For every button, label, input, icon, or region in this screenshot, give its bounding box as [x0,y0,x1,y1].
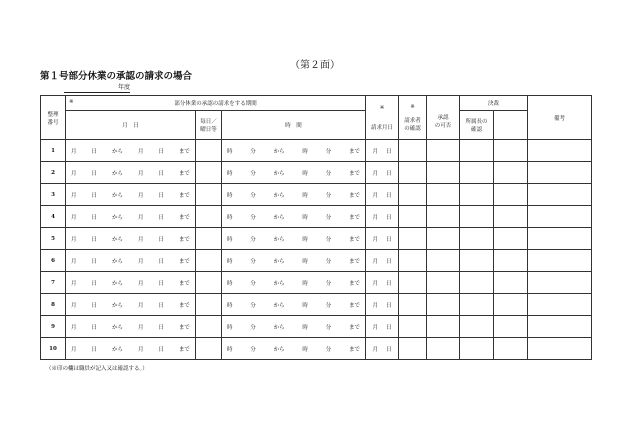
youbi-cell[interactable] [196,228,222,250]
time-part: から [273,192,285,199]
seikyu-kakunin-cell[interactable] [399,162,427,184]
date-part: 月 [137,302,144,309]
date-part: まで [178,324,190,331]
date-part: 日 [158,324,164,331]
time-part: まで [348,148,360,155]
time-part: 時 [227,258,233,265]
row-number: 3 [41,184,66,206]
time-part: まで [348,324,360,331]
time-part: 分 [325,280,332,287]
date-part: 日 [91,280,97,287]
header-shozoku: 所属長の 確認 [460,111,494,140]
time-part: 時 [227,192,233,199]
date-part: から [111,302,123,309]
header-time: 時 間 [222,111,366,140]
request-date-cell[interactable] [366,228,399,250]
time-part: まで [348,302,360,309]
date-part: 日 [91,324,97,331]
shozoku-cell[interactable] [460,140,494,162]
request-date-cell[interactable] [366,338,399,360]
page-number: （第２面） [290,60,340,71]
date-part: 月 [71,302,77,309]
request-date-cell[interactable] [366,250,399,272]
date-range-cell[interactable] [66,162,196,184]
req-part: 日 [386,258,392,265]
req-part: 日 [386,214,392,221]
seikyu-kakunin-cell[interactable] [399,140,427,162]
seikyu-kakunin-cell[interactable] [399,206,427,228]
biko-cell[interactable] [528,250,592,272]
date-part: まで [178,148,190,155]
time-part: 時 [227,148,233,155]
seikyu-kakunin-cell[interactable] [399,294,427,316]
shozoku-cell[interactable] [460,250,494,272]
date-part: まで [178,280,190,287]
time-part: から [273,346,285,353]
row-number: 5 [41,228,66,250]
request-date-cell[interactable] [366,316,399,338]
date-part: 日 [91,192,97,199]
time-part: 時 [227,346,233,353]
kessai-blank-cell[interactable] [494,162,528,184]
req-part: 月 [372,324,379,331]
date-part: 月 [137,170,144,177]
time-part: 時 [302,346,308,353]
time-part: 分 [250,236,256,243]
header-kessai: 決裁 [460,96,528,111]
time-part: 分 [250,346,256,353]
time-range-cell[interactable] [222,228,366,250]
time-part: 時 [302,324,308,331]
shozoku-cell[interactable] [460,316,494,338]
date-part: 月 [71,324,77,331]
req-part: 日 [386,236,392,243]
youbi-cell[interactable] [196,316,222,338]
kome-mark: ※ [379,104,385,111]
req-part: 月 [372,214,379,221]
request-date-cell[interactable] [366,206,399,228]
date-part: 日 [158,170,164,177]
row-number: 7 [41,272,66,294]
date-part: から [111,324,123,331]
header-monthday: 月 日 [66,111,196,140]
shonin-cell[interactable] [427,250,460,272]
request-table [40,95,592,360]
date-part: 日 [91,214,97,221]
time-part: まで [348,214,360,221]
date-part: 日 [91,302,97,309]
req-part: 日 [386,148,392,155]
date-part: から [111,170,123,177]
table-row [41,250,592,272]
biko-cell[interactable] [528,184,592,206]
header-kessai-blank [494,111,528,140]
req-part: 月 [372,236,379,243]
kessai-blank-cell[interactable] [494,140,528,162]
biko-cell[interactable] [528,206,592,228]
time-part: から [273,214,285,221]
seikyu-kakunin-cell[interactable] [399,184,427,206]
header-biko: 備考 [528,96,592,140]
time-part: から [273,302,285,309]
request-date-cell[interactable] [366,294,399,316]
youbi-cell[interactable] [196,184,222,206]
row-number: 1 [41,140,66,162]
date-part: から [111,280,123,287]
kessai-blank-cell[interactable] [494,228,528,250]
shozoku-cell[interactable] [460,184,494,206]
time-part: まで [348,170,360,177]
date-part: 月 [71,214,77,221]
req-part: 日 [386,302,392,309]
time-part: 分 [250,280,256,287]
table-row [41,316,592,338]
time-part: 時 [227,280,233,287]
row-number: 9 [41,316,66,338]
date-part: 月 [137,324,144,331]
date-part: 月 [71,280,77,287]
shonin-cell[interactable] [427,272,460,294]
time-part: 時 [302,148,308,155]
shozoku-cell[interactable] [460,228,494,250]
seikyu-kakunin-cell[interactable] [399,272,427,294]
request-date-cell[interactable] [366,184,399,206]
date-part: から [111,258,123,265]
shonin-cell[interactable] [427,162,460,184]
biko-cell[interactable] [528,338,592,360]
req-part: 月 [372,170,379,177]
time-part: まで [348,236,360,243]
youbi-cell[interactable] [196,250,222,272]
table-row [41,184,592,206]
kessai-blank-cell[interactable] [494,338,528,360]
table-row [41,162,592,184]
time-part: 分 [250,192,256,199]
time-part: 時 [302,214,308,221]
table-row [41,338,592,360]
shonin-cell[interactable] [427,228,460,250]
shozoku-cell[interactable] [460,272,494,294]
time-part: 時 [302,192,308,199]
time-part: 時 [302,258,308,265]
date-part: 月 [71,148,77,155]
date-range-cell[interactable] [66,316,196,338]
time-part: 分 [325,346,332,353]
biko-cell[interactable] [528,316,592,338]
time-part: 時 [227,302,233,309]
time-range-cell[interactable] [222,162,366,184]
date-part: 月 [71,192,77,199]
date-part: 日 [158,280,164,287]
date-part: まで [178,302,190,309]
youbi-cell[interactable] [196,206,222,228]
time-part: 分 [250,258,256,265]
date-part: 月 [71,258,77,265]
header-period-label: 部分休業の承認の請求をする期間 [174,101,257,107]
time-part: 分 [250,170,256,177]
time-part: 分 [325,214,332,221]
time-part: 分 [325,236,332,243]
date-part: から [111,148,123,155]
time-part: 時 [302,302,308,309]
date-part: 日 [91,170,97,177]
date-part: 月 [137,346,144,353]
time-part: 分 [250,148,256,155]
header-seiri: 整理 番号 [41,96,66,140]
time-range-cell[interactable] [222,184,366,206]
date-range-cell[interactable] [66,338,196,360]
date-part: から [111,346,123,353]
time-part: から [273,258,285,265]
biko-cell[interactable] [528,228,592,250]
table-row [41,272,592,294]
header-youbi: 毎日／ 曜日等 [196,111,222,140]
header-seikyu-date [366,96,399,140]
date-part: まで [178,346,190,353]
req-part: 日 [386,324,392,331]
req-part: 日 [386,346,392,353]
seikyu-kakunin-cell[interactable] [399,338,427,360]
date-part: 日 [158,148,164,155]
shozoku-cell[interactable] [460,162,494,184]
footnote: （※印の欄は職員が記入又は確認する。） [46,366,148,372]
date-part: 月 [137,236,144,243]
date-range-cell[interactable] [66,294,196,316]
shonin-cell[interactable] [427,184,460,206]
req-part: 月 [372,148,379,155]
time-part: から [273,236,285,243]
time-part: 分 [325,148,332,155]
shonin-cell[interactable] [427,338,460,360]
date-part: 日 [91,148,97,155]
kessai-blank-cell[interactable] [494,272,528,294]
time-part: 時 [227,170,233,177]
date-part: まで [178,214,190,221]
date-part: 月 [71,346,77,353]
kessai-blank-cell[interactable] [494,184,528,206]
date-part: まで [178,258,190,265]
row-number: 4 [41,206,66,228]
header-seikyu-kakunin-label: 請求者 の確認 [404,117,421,132]
kome-mark: ※ [410,103,415,110]
youbi-cell[interactable] [196,294,222,316]
year-label: 年度 [64,82,130,93]
time-part: から [273,170,285,177]
date-part: 日 [158,258,164,265]
date-range-cell[interactable] [66,206,196,228]
time-range-cell[interactable] [222,272,366,294]
time-part: 分 [325,192,332,199]
date-part: 月 [137,258,144,265]
date-part: まで [178,236,190,243]
form-title: 第１号部分休業の承認の請求の場合 [40,71,193,82]
date-range-cell[interactable] [66,140,196,162]
time-part: 分 [325,324,332,331]
date-part: 月 [137,148,144,155]
table-row [41,294,592,316]
youbi-cell[interactable] [196,272,222,294]
time-range-cell[interactable] [222,140,366,162]
youbi-cell[interactable] [196,140,222,162]
table-row [41,140,592,162]
time-range-cell[interactable] [222,206,366,228]
biko-cell[interactable] [528,140,592,162]
date-part: 月 [137,192,144,199]
time-part: 分 [325,258,332,265]
biko-cell[interactable] [528,294,592,316]
date-range-cell[interactable] [66,272,196,294]
date-part: 月 [137,214,144,221]
row-number: 6 [41,250,66,272]
time-part: 時 [227,214,233,221]
biko-cell[interactable] [528,162,592,184]
time-part: 分 [250,324,256,331]
shonin-cell[interactable] [427,140,460,162]
biko-cell[interactable] [528,272,592,294]
row-number: 8 [41,294,66,316]
time-part: 分 [325,170,332,177]
date-part: まで [178,170,190,177]
time-part: から [273,148,285,155]
shozoku-cell[interactable] [460,294,494,316]
req-part: 日 [386,280,392,287]
row-number: 2 [41,162,66,184]
time-part: 時 [227,236,233,243]
req-part: 月 [372,346,379,353]
request-date-cell[interactable] [366,272,399,294]
time-part: 分 [250,302,256,309]
shonin-cell[interactable] [427,206,460,228]
kessai-blank-cell[interactable] [494,250,528,272]
shonin-cell[interactable] [427,316,460,338]
time-part: 分 [325,302,332,309]
time-part: まで [348,346,360,353]
time-part: から [273,324,285,331]
shozoku-cell[interactable] [460,338,494,360]
req-part: 日 [386,192,392,199]
time-range-cell[interactable] [222,338,366,360]
table-row [41,228,592,250]
date-part: 月 [71,236,77,243]
youbi-cell[interactable] [196,162,222,184]
date-part: 日 [158,236,164,243]
header-period [66,96,366,111]
shozoku-cell[interactable] [460,206,494,228]
kome-mark: ※ [69,99,74,105]
time-part: まで [348,192,360,199]
kessai-blank-cell[interactable] [494,294,528,316]
req-part: 月 [372,192,379,199]
time-part: 時 [302,280,308,287]
header-shonin: 承認 の可否 [427,96,460,140]
row-number: 10 [41,338,66,360]
date-part: 日 [158,346,164,353]
date-range-cell[interactable] [66,228,196,250]
time-range-cell[interactable] [222,250,366,272]
date-part: まで [178,192,190,199]
shonin-cell[interactable] [427,294,460,316]
time-part: 時 [302,170,308,177]
table-row [41,206,592,228]
time-range-cell[interactable] [222,316,366,338]
seikyu-kakunin-cell[interactable] [399,316,427,338]
date-part: 日 [91,236,97,243]
kessai-blank-cell[interactable] [494,206,528,228]
time-part: 時 [227,324,233,331]
time-part: まで [348,280,360,287]
date-part: 日 [91,258,97,265]
time-range-cell[interactable] [222,294,366,316]
time-part: から [273,280,285,287]
req-part: 月 [372,280,379,287]
date-part: から [111,214,123,221]
date-part: 日 [158,214,164,221]
seikyu-kakunin-cell[interactable] [399,250,427,272]
time-part: 時 [302,236,308,243]
header-seikyu-kakunin [399,96,427,140]
date-part: から [111,192,123,199]
kessai-blank-cell[interactable] [494,316,528,338]
request-date-cell[interactable] [366,140,399,162]
seikyu-kakunin-cell[interactable] [399,228,427,250]
req-part: 月 [372,302,379,309]
request-date-cell[interactable] [366,162,399,184]
youbi-cell[interactable] [196,338,222,360]
date-range-cell[interactable] [66,184,196,206]
time-part: 分 [250,214,256,221]
date-part: 月 [71,170,77,177]
date-part: 日 [158,302,164,309]
time-part: まで [348,258,360,265]
req-part: 日 [386,170,392,177]
req-part: 月 [372,258,379,265]
date-part: 月 [137,280,144,287]
header-seikyu-date-label: 請求月日 [371,124,394,131]
date-part: から [111,236,123,243]
date-part: 日 [158,192,164,199]
date-range-cell[interactable] [66,250,196,272]
date-part: 日 [91,346,97,353]
